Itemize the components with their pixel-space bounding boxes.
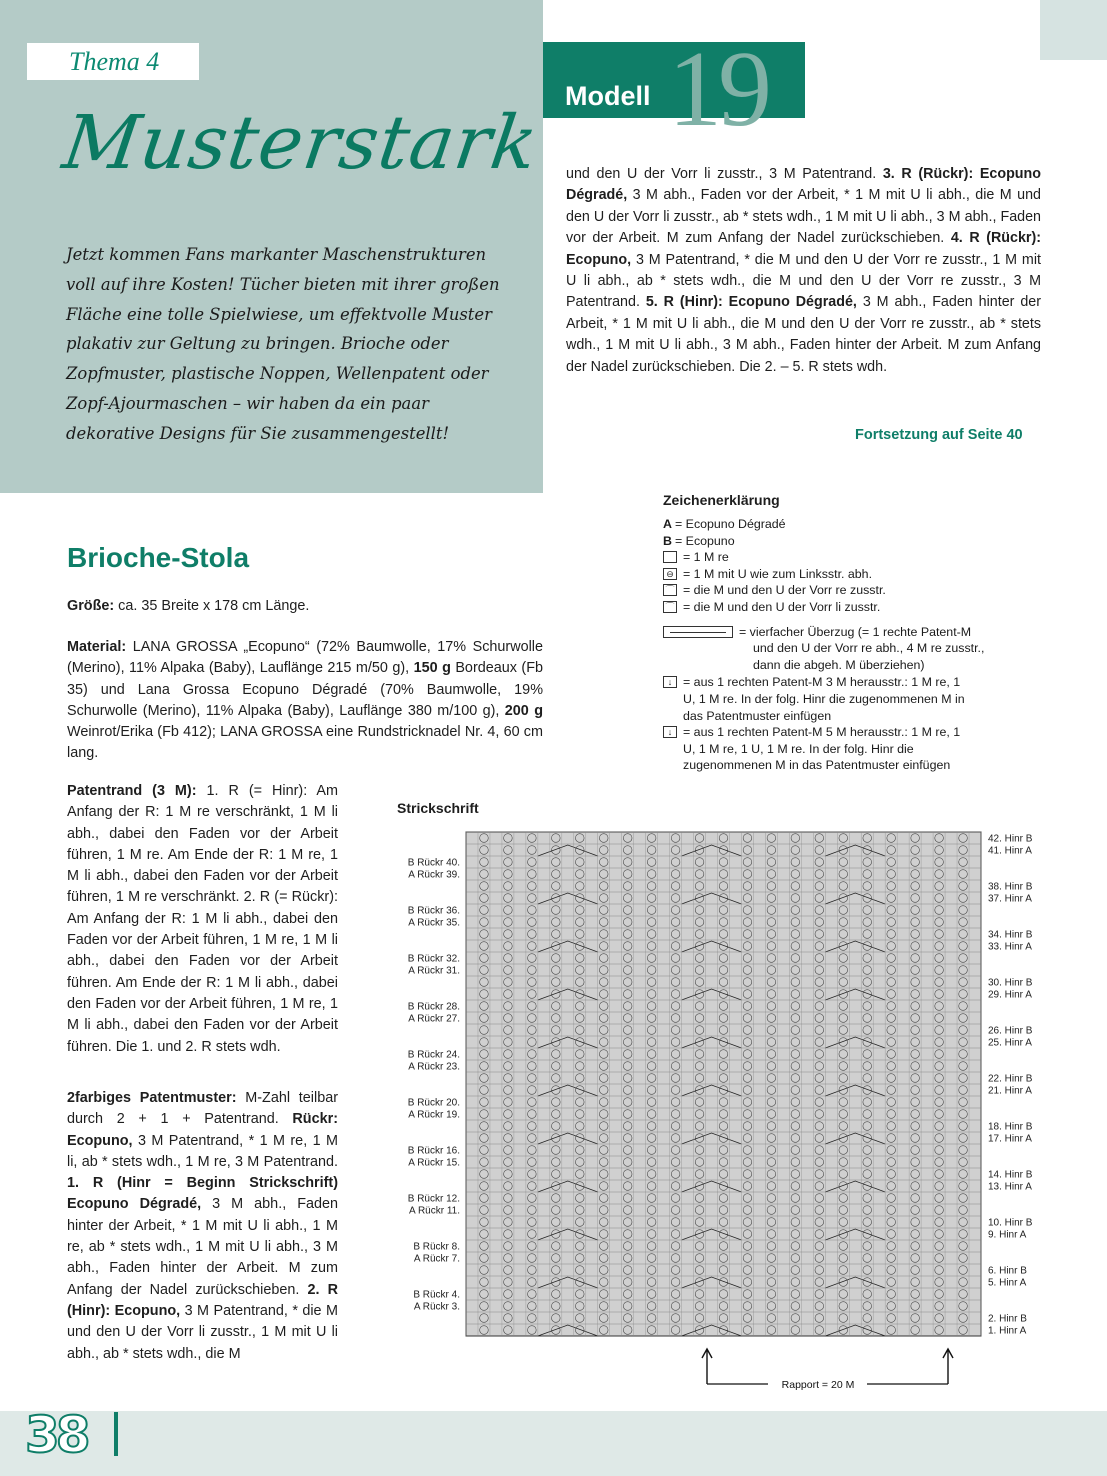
legend-row: ⌒ = die M und den U der Vorr li zusstr. bbox=[663, 599, 1063, 616]
chart-row-label-right: 5. Hinr A bbox=[988, 1277, 1027, 1289]
chart-title: Strickschrift bbox=[397, 800, 479, 816]
chart-row-label-right: 37. Hinr A bbox=[988, 893, 1032, 905]
chart-row-label-right: 22. Hinr B bbox=[988, 1073, 1033, 1085]
chart-row-label-right: 29. Hinr A bbox=[988, 989, 1032, 1001]
chart-row-label-left: B Rückr 20. bbox=[407, 1097, 460, 1109]
chart-row-label-left: B Rückr 8. bbox=[413, 1241, 460, 1253]
corner-decoration bbox=[1040, 0, 1107, 60]
chart-row-label-left: A Rückr 35. bbox=[408, 917, 460, 929]
knit-together-icon: ⌒ bbox=[663, 584, 677, 596]
modell-label: Modell bbox=[565, 81, 651, 111]
legend-row-cont: und den U der Vorr re abh., 4 M re zusstr., bbox=[753, 641, 985, 656]
legend-key-a: A bbox=[663, 517, 672, 531]
legend-row-cont: U, 1 M re, 1 U, 1 M re. In der folg. Hinr die bbox=[683, 741, 914, 756]
legend-row: ⌒ = die M und den U der Vorr re zusstr. bbox=[663, 582, 1063, 599]
purl-together-icon: ⌒ bbox=[663, 601, 677, 613]
legend bbox=[663, 516, 1063, 774]
repeat-label: Rapport = 20 M bbox=[781, 1379, 855, 1391]
chart-svg bbox=[395, 825, 1055, 1391]
chart-row-label-right: 2. Hinr B bbox=[988, 1313, 1027, 1325]
theme-label: Thema 4 bbox=[27, 43, 199, 80]
legend-row: = vierfacher Überzug (= 1 rechte Patent-M bbox=[663, 624, 1063, 641]
chart-row-label-left: A Rückr 31. bbox=[408, 965, 460, 977]
chart-row-label-left: B Rückr 24. bbox=[407, 1049, 460, 1061]
chart-row-label-left: B Rückr 40. bbox=[407, 857, 460, 869]
legend-row: ↓ = aus 1 rechten Patent-M 3 M herausstr.: 1 M re, 1 bbox=[663, 674, 1063, 691]
chart-row-label-left: B Rückr 12. bbox=[407, 1193, 460, 1205]
chart-row-label-left: A Rückr 15. bbox=[408, 1157, 460, 1169]
chart-row-label-right: 34. Hinr B bbox=[988, 929, 1033, 941]
chart-row-label-left: B Rückr 32. bbox=[407, 953, 460, 965]
chart-row-label-right: 21. Hinr A bbox=[988, 1085, 1032, 1097]
legend-row-cont: das Patentmuster einfügen bbox=[683, 708, 832, 723]
page-number-bar bbox=[114, 1412, 118, 1456]
knitting-chart bbox=[395, 825, 1055, 1391]
chart-row-label-right: 30. Hinr B bbox=[988, 977, 1033, 989]
slip-with-yarn-over-icon: ⊖ bbox=[663, 568, 677, 580]
chart-row-label-left: A Rückr 3. bbox=[413, 1301, 460, 1313]
chart-row-label-left: A Rückr 19. bbox=[408, 1109, 460, 1121]
legend-row: B = Ecopuno bbox=[663, 533, 735, 548]
intro-text: Jetzt kommen Fans markanter Maschenstrukturen voll auf ihre Kosten! Tücher bieten mit ihrer großen Fläche eine tolle Spielwiese, um effektvolle Muster plakativ zur Geltung zu bringen. Brioche oder Zopfmuster, plastische Noppen, Wellenpatent oder Zopf-Ajourmaschen – wir haben da ein paar dekorative Designs für Sie zusammengestellt! bbox=[66, 245, 500, 443]
chart-row-label-left: A Rückr 7. bbox=[413, 1253, 460, 1265]
legend-row: ↓ = aus 1 rechten Patent-M 5 M herausstr.: 1 M re, 1 bbox=[663, 724, 1063, 741]
section-title: Brioche-Stola bbox=[67, 542, 250, 573]
legend-row: = 1 M re bbox=[663, 549, 1063, 566]
instructions-continued: und den U der Vorr li zusstr., 3 M Patentrand. 3. R (Rückr): Ecopuno Dégradé, 3 M abh., Faden vor der Arbeit, * 1 M mit U li abh., die M und den U der Vorr li zusstr., ab * stets wdh., 1 M mit U li abh., 3 M abh., Faden vor der Arbeit. M zum Anfang der Nadel zurückschieben. 4. R (Rückr): Ecopuno, 3 M Patentrand, * die M und den U der Vorr re zusstr., 1 M mit U li abh., ab * stets wdh., die M und den U der Vorr re zusstr., 3 M Patentrand. 5. R (Hinr): Ecopuno Dégradé, 3 M abh., Faden hinter der Arbeit, * 1 M mit U li abh., die M und den U der Vorr re zusstr., ab * stets wdh., 1 M mit U li abh., 3 M abh., Faden hinter der Arbeit. M zum Anfang der Nadel zurückschieben. Die 2. – 5. R stets wdh. bbox=[566, 166, 1042, 375]
chart-row-label-left: B Rückr 28. bbox=[407, 1001, 460, 1013]
chart-row-label-right: 18. Hinr B bbox=[988, 1121, 1033, 1133]
size-paragraph: Größe: ca. 35 Breite x 178 cm Länge. bbox=[67, 598, 310, 614]
footer-band bbox=[0, 1406, 1107, 1476]
chart-row-label-right: 25. Hinr A bbox=[988, 1037, 1032, 1049]
chart-row-label-right: 26. Hinr B bbox=[988, 1025, 1033, 1037]
chart-row-label-right: 13. Hinr A bbox=[988, 1181, 1032, 1193]
quadruple-decrease-icon bbox=[663, 626, 733, 638]
chart-row-label-left: B Rückr 4. bbox=[413, 1289, 460, 1301]
chart-row-label-left: A Rückr 39. bbox=[408, 869, 460, 881]
legend-row-cont: dann die abgeh. M überziehen) bbox=[753, 657, 925, 672]
chart-row-label-right: 38. Hinr B bbox=[988, 881, 1033, 893]
chart-row-label-right: 42. Hinr B bbox=[988, 833, 1033, 845]
legend-title: Zeichenerklärung bbox=[663, 492, 780, 508]
chart-row-label-left: B Rückr 36. bbox=[407, 905, 460, 917]
modell-number: 19 bbox=[668, 30, 768, 149]
chart-row-label-left: A Rückr 11. bbox=[409, 1205, 460, 1217]
increase-five-icon: ↓ bbox=[663, 726, 677, 738]
knit-stitch-icon bbox=[663, 551, 677, 563]
chart-row-label-left: A Rückr 23. bbox=[408, 1061, 460, 1073]
legend-key-b: B bbox=[663, 533, 672, 548]
chart-row-label-right: 1. Hinr A bbox=[988, 1325, 1027, 1337]
page-title: Musterstark bbox=[57, 100, 544, 186]
legend-row: ⊖ = 1 M mit U wie zum Linksstr. abh. bbox=[663, 566, 1063, 583]
patentmuster-paragraph: 2farbiges Patentmuster: M-Zahl teilbar durch 2 + 1 + Patentrand. Rückr: Ecopuno, 3 M Patentrand, * 1 M re, 1 M li, ab * stets wdh., 1 M re, 3 M Patentrand. 1. R (Hinr = Beginn Strickschrift) Ecopuno Dégradé, 3 M abh., Faden hinter der Arbeit, * 1 M mit U li abh., 1 M re, ab * stets wdh., 1 M mit U li abh., 3 M abh., Faden hinter der Arbeit. M zum Anfang der Nadel zurückschieben. 2. R (Hinr): Ecopuno, 3 M Patentrand, * die M und den U der Vorr li zusstr., 1 M mit U li abh., ab * stets wdh., die M bbox=[67, 1090, 339, 1362]
chart-row-label-right: 17. Hinr A bbox=[988, 1133, 1032, 1145]
chart-row-label-right: 41. Hinr A bbox=[988, 845, 1032, 857]
chart-row-label-right: 6. Hinr B bbox=[988, 1265, 1027, 1277]
patentrand-paragraph: Patentrand (3 M): 1. R (= Hinr): Am Anfang der R: 1 M re verschränkt, 1 M li abh., dabei den Faden vor der Arbeit führen, 1 M re. Am Ende der R: 1 M re, 1 M li abh., dabei den Faden vor der Arbeit führen, 1 M re verschränkt. 2. R (= Rückr): Am Anfang der R: 1 M li abh., dabei den Faden vor der Arbeit führen, 1 M re, 1 M li abh., dabei den Faden vor der Arbeit führen. Am Ende der R: 1 M li abh., dabei den Faden vor der Arbeit führen, 1 M re, 1 M li abh., dabei den Faden vor der Arbeit führen. Die 1. und 2. R stets wdh. bbox=[67, 783, 338, 1055]
chart-row-label-right: 10. Hinr B bbox=[988, 1217, 1033, 1229]
chart-row-label-left: B Rückr 16. bbox=[407, 1145, 460, 1157]
legend-row-cont: U, 1 M re. In der folg. Hinr die zugenommenen M in bbox=[683, 691, 965, 706]
chart-row-label-left: A Rückr 27. bbox=[408, 1013, 460, 1025]
material-paragraph: Material: LANA GROSSA „Ecopuno“ (72% Baumwolle, 17% Schurwolle (Merino), 11% Alpaka (Baby), Lauflänge 215 m/50 g), 150 g Bordeaux (Fb 35) und Lana Grossa Ecopuno Dégradé (70% Baumwolle, 19% Schurwolle (Merino), 11% Alpaka (Baby), Lauflänge 380 m/100 g), 200 g Weinrot/Erika (Fb 412); LANA GROSSA eine Rundstricknadel Nr. 4, 60 cm lang. bbox=[67, 639, 543, 762]
page-number: 38 bbox=[25, 1406, 87, 1464]
legend-row: A = Ecopuno Dégradé bbox=[663, 517, 786, 531]
chart-row-label-right: 14. Hinr B bbox=[988, 1169, 1033, 1181]
increase-three-icon: ↓ bbox=[663, 676, 677, 688]
legend-row-cont: zugenommenen M in das Patentmuster einfügen bbox=[683, 758, 951, 773]
chart-row-label-right: 9. Hinr A bbox=[988, 1229, 1027, 1241]
continuation-link[interactable]: Fortsetzung auf Seite 40 bbox=[855, 427, 1023, 443]
chart-row-label-right: 33. Hinr A bbox=[988, 941, 1032, 953]
